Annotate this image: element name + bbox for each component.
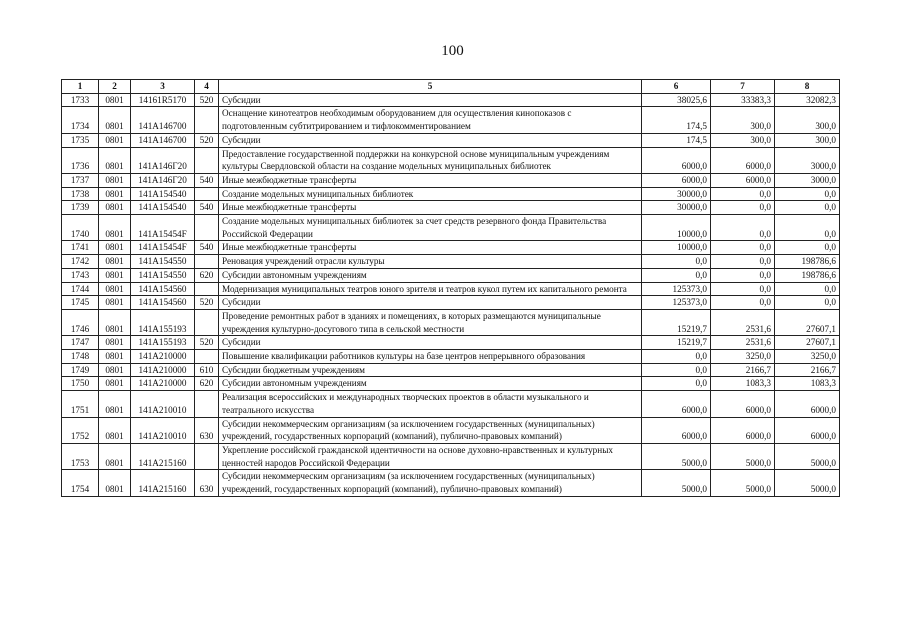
- table-row: [62, 296, 840, 310]
- target-code-cell: 141A146Г20: [131, 147, 195, 173]
- target-code-cell: 141A15454F: [131, 215, 195, 241]
- target-code-cell: 141A210010: [131, 391, 195, 417]
- target-code-cell: 141A210000: [131, 350, 195, 364]
- target-code-cell: 141A155193: [131, 309, 195, 335]
- amount-col6-cell: 0,0: [642, 363, 711, 377]
- item-name-cell: Предоставление государственной поддержки на конкурсной основе муниципальным учреждениям культуры Свердловской области на создание модельных муниципальных библиотек: [219, 147, 642, 173]
- amount-col8-cell: 198786,6: [775, 255, 840, 269]
- row-number-cell: 1750: [62, 377, 99, 391]
- section-code-cell: 0801: [99, 201, 131, 215]
- amount-col8-cell: 300,0: [775, 133, 840, 147]
- amount-col6-cell: 38025,6: [642, 93, 711, 107]
- amount-col8-cell: 0,0: [775, 241, 840, 255]
- amount-col7-cell: 6000,0: [711, 391, 775, 417]
- section-code-cell: 0801: [99, 417, 131, 443]
- item-name-cell: Проведение ремонтных работ в зданиях и помещениях, в которых размещаются муниципальные учреждения культурно-досугового типа в сельской местности: [219, 309, 642, 335]
- target-code-cell: 141A154540: [131, 187, 195, 201]
- amount-col8-cell: 3000,0: [775, 173, 840, 187]
- amount-col6-cell: 30000,0: [642, 201, 711, 215]
- table-row: [62, 173, 840, 187]
- target-code-cell: 141A210000: [131, 377, 195, 391]
- section-code-cell: 0801: [99, 296, 131, 310]
- row-number-cell: 1744: [62, 282, 99, 296]
- amount-col8-cell: 3000,0: [775, 147, 840, 173]
- row-number-cell: 1742: [62, 255, 99, 269]
- table-row: [62, 268, 840, 282]
- expense-type-cell: 620: [195, 377, 219, 391]
- section-code-cell: 0801: [99, 309, 131, 335]
- row-number-cell: 1734: [62, 107, 99, 133]
- amount-col8-cell: 5000,0: [775, 443, 840, 469]
- amount-col7-cell: 6000,0: [711, 173, 775, 187]
- item-name-cell: Модернизация муниципальных театров юного зрителя и театров кукол путем их капитального ремонта: [219, 282, 642, 296]
- amount-col6-cell: 15219,7: [642, 309, 711, 335]
- amount-col6-cell: 5000,0: [642, 443, 711, 469]
- target-code-cell: 141A146Г20: [131, 173, 195, 187]
- target-code-cell: 141A15454F: [131, 241, 195, 255]
- expense-type-cell: 620: [195, 268, 219, 282]
- table-row: [62, 417, 840, 443]
- table-row: [62, 215, 840, 241]
- amount-col8-cell: 0,0: [775, 282, 840, 296]
- target-code-cell: 141A154550: [131, 268, 195, 282]
- amount-col6-cell: 125373,0: [642, 296, 711, 310]
- section-code-cell: 0801: [99, 377, 131, 391]
- amount-col6-cell: 6000,0: [642, 417, 711, 443]
- target-code-cell: 141A146700: [131, 107, 195, 133]
- amount-col8-cell: 5000,0: [775, 470, 840, 496]
- row-number-cell: 1749: [62, 363, 99, 377]
- amount-col8-cell: 27607,1: [775, 309, 840, 335]
- table-row: [62, 391, 840, 417]
- amount-col7-cell: 1083,3: [711, 377, 775, 391]
- target-code-cell: 141A154550: [131, 255, 195, 269]
- amount-col6-cell: 15219,7: [642, 336, 711, 350]
- amount-col7-cell: 0,0: [711, 201, 775, 215]
- amount-col7-cell: 0,0: [711, 215, 775, 241]
- header-cell: 5: [219, 80, 642, 94]
- table-row: [62, 377, 840, 391]
- header-cell: 7: [711, 80, 775, 94]
- amount-col7-cell: 5000,0: [711, 470, 775, 496]
- amount-col6-cell: 6000,0: [642, 173, 711, 187]
- expense-type-cell: [195, 391, 219, 417]
- section-code-cell: 0801: [99, 336, 131, 350]
- amount-col8-cell: 32082,3: [775, 93, 840, 107]
- header-cell: 6: [642, 80, 711, 94]
- amount-col7-cell: 0,0: [711, 241, 775, 255]
- section-code-cell: 0801: [99, 443, 131, 469]
- table-row: [62, 187, 840, 201]
- row-number-cell: 1736: [62, 147, 99, 173]
- amount-col7-cell: 0,0: [711, 255, 775, 269]
- item-name-cell: Субсидии автономным учреждениям: [219, 377, 642, 391]
- target-code-cell: 141A215160: [131, 443, 195, 469]
- expense-type-cell: [195, 255, 219, 269]
- item-name-cell: Субсидии: [219, 93, 642, 107]
- amount-col7-cell: 0,0: [711, 268, 775, 282]
- table-header-row: [62, 80, 840, 94]
- expense-type-cell: 520: [195, 296, 219, 310]
- item-name-cell: Субсидии: [219, 133, 642, 147]
- table-row: [62, 336, 840, 350]
- amount-col6-cell: 174,5: [642, 107, 711, 133]
- amount-col6-cell: 5000,0: [642, 470, 711, 496]
- expense-type-cell: 610: [195, 363, 219, 377]
- amount-col8-cell: 6000,0: [775, 417, 840, 443]
- table-row: [62, 133, 840, 147]
- expense-type-cell: [195, 107, 219, 133]
- row-number-cell: 1735: [62, 133, 99, 147]
- amount-col7-cell: 0,0: [711, 187, 775, 201]
- row-number-cell: 1754: [62, 470, 99, 496]
- row-number-cell: 1747: [62, 336, 99, 350]
- amount-col6-cell: 30000,0: [642, 187, 711, 201]
- amount-col6-cell: 10000,0: [642, 241, 711, 255]
- target-code-cell: 141A155193: [131, 336, 195, 350]
- row-number-cell: 1753: [62, 443, 99, 469]
- row-number-cell: 1748: [62, 350, 99, 364]
- page-number: 100: [441, 43, 464, 59]
- item-name-cell: Субсидии бюджетным учреждениям: [219, 363, 642, 377]
- item-name-cell: Реализация всероссийских и международных творческих проектов в области музыкального и театрального искусства: [219, 391, 642, 417]
- item-name-cell: Иные межбюджетные трансферты: [219, 241, 642, 255]
- target-code-cell: 141A210010: [131, 417, 195, 443]
- expense-type-cell: [195, 350, 219, 364]
- table-row: [62, 443, 840, 469]
- item-name-cell: Реновация учреждений отрасли культуры: [219, 255, 642, 269]
- table-row: [62, 309, 840, 335]
- row-number-cell: 1739: [62, 201, 99, 215]
- section-code-cell: 0801: [99, 255, 131, 269]
- amount-col7-cell: 5000,0: [711, 443, 775, 469]
- row-number-cell: 1743: [62, 268, 99, 282]
- table-row: [62, 255, 840, 269]
- row-number-cell: 1741: [62, 241, 99, 255]
- item-name-cell: Создание модельных муниципальных библиотек за счет средств резервного фонда Правительства Российской Федерации: [219, 215, 642, 241]
- target-code-cell: 141A210000: [131, 363, 195, 377]
- item-name-cell: Субсидии: [219, 336, 642, 350]
- amount-col8-cell: 3250,0: [775, 350, 840, 364]
- row-number-cell: 1746: [62, 309, 99, 335]
- table-row: [62, 147, 840, 173]
- header-cell: 3: [131, 80, 195, 94]
- section-code-cell: 0801: [99, 363, 131, 377]
- item-name-cell: Иные межбюджетные трансферты: [219, 201, 642, 215]
- table-row: [62, 241, 840, 255]
- amount-col6-cell: 0,0: [642, 377, 711, 391]
- expense-type-cell: [195, 187, 219, 201]
- expense-type-cell: 540: [195, 173, 219, 187]
- section-code-cell: 0801: [99, 173, 131, 187]
- amount-col7-cell: 3250,0: [711, 350, 775, 364]
- amount-col6-cell: 0,0: [642, 268, 711, 282]
- target-code-cell: 14161R5170: [131, 93, 195, 107]
- amount-col6-cell: 125373,0: [642, 282, 711, 296]
- table-row: [62, 470, 840, 496]
- section-code-cell: 0801: [99, 350, 131, 364]
- section-code-cell: 0801: [99, 241, 131, 255]
- header-cell: 1: [62, 80, 99, 94]
- amount-col6-cell: 6000,0: [642, 147, 711, 173]
- amount-col8-cell: 0,0: [775, 187, 840, 201]
- section-code-cell: 0801: [99, 107, 131, 133]
- amount-col8-cell: 198786,6: [775, 268, 840, 282]
- section-code-cell: 0801: [99, 147, 131, 173]
- row-number-cell: 1751: [62, 391, 99, 417]
- amount-col7-cell: 2531,6: [711, 336, 775, 350]
- target-code-cell: 141A154540: [131, 201, 195, 215]
- amount-col6-cell: 174,5: [642, 133, 711, 147]
- section-code-cell: 0801: [99, 215, 131, 241]
- item-name-cell: Субсидии некоммерческим организациям (за исключением государственных (муниципальных) учреждений, государственных корпораций (компаний), публично-правовых компаний): [219, 470, 642, 496]
- expense-type-cell: 520: [195, 93, 219, 107]
- item-name-cell: Укрепление российской гражданской идентичности на основе духовно-нравственных и культурных ценностей народов Российской Федерации: [219, 443, 642, 469]
- row-number-cell: 1752: [62, 417, 99, 443]
- item-name-cell: Субсидии: [219, 296, 642, 310]
- amount-col7-cell: 6000,0: [711, 147, 775, 173]
- row-number-cell: 1733: [62, 93, 99, 107]
- amount-col7-cell: 300,0: [711, 107, 775, 133]
- budget-table: [61, 79, 840, 497]
- expense-type-cell: 520: [195, 133, 219, 147]
- amount-col6-cell: 6000,0: [642, 391, 711, 417]
- amount-col8-cell: 1083,3: [775, 377, 840, 391]
- target-code-cell: 141A154560: [131, 296, 195, 310]
- row-number-cell: 1740: [62, 215, 99, 241]
- amount-col8-cell: 0,0: [775, 296, 840, 310]
- amount-col7-cell: 0,0: [711, 296, 775, 310]
- section-code-cell: 0801: [99, 187, 131, 201]
- section-code-cell: 0801: [99, 93, 131, 107]
- table-row: [62, 350, 840, 364]
- amount-col7-cell: 300,0: [711, 133, 775, 147]
- amount-col8-cell: 0,0: [775, 215, 840, 241]
- amount-col8-cell: 0,0: [775, 201, 840, 215]
- table-row: [62, 201, 840, 215]
- target-code-cell: 141A215160: [131, 470, 195, 496]
- amount-col8-cell: 2166,7: [775, 363, 840, 377]
- amount-col7-cell: 2166,7: [711, 363, 775, 377]
- item-name-cell: Оснащение кинотеатров необходимым оборудованием для осуществления кинопоказов с подготовленным субтитрированием и тифлокомментированием: [219, 107, 642, 133]
- target-code-cell: 141A154560: [131, 282, 195, 296]
- section-code-cell: 0801: [99, 470, 131, 496]
- table-row: [62, 93, 840, 107]
- row-number-cell: 1738: [62, 187, 99, 201]
- row-number-cell: 1737: [62, 173, 99, 187]
- expense-type-cell: 520: [195, 336, 219, 350]
- expense-type-cell: [195, 309, 219, 335]
- item-name-cell: Субсидии некоммерческим организациям (за исключением государственных (муниципальных) учреждений, государственных корпораций (компаний), публично-правовых компаний): [219, 417, 642, 443]
- item-name-cell: Повышение квалификации работников культуры на базе центров непрерывного образования: [219, 350, 642, 364]
- table-row: [62, 107, 840, 133]
- table-row: [62, 282, 840, 296]
- expense-type-cell: 540: [195, 241, 219, 255]
- expense-type-cell: [195, 215, 219, 241]
- header-cell: 4: [195, 80, 219, 94]
- amount-col6-cell: 10000,0: [642, 215, 711, 241]
- target-code-cell: 141A146700: [131, 133, 195, 147]
- amount-col7-cell: 2531,6: [711, 309, 775, 335]
- item-name-cell: Иные межбюджетные трансферты: [219, 173, 642, 187]
- expense-type-cell: [195, 147, 219, 173]
- amount-col6-cell: 0,0: [642, 255, 711, 269]
- expense-type-cell: 630: [195, 470, 219, 496]
- expense-type-cell: [195, 282, 219, 296]
- amount-col8-cell: 300,0: [775, 107, 840, 133]
- expense-type-cell: [195, 443, 219, 469]
- expense-type-cell: 630: [195, 417, 219, 443]
- section-code-cell: 0801: [99, 268, 131, 282]
- row-number-cell: 1745: [62, 296, 99, 310]
- item-name-cell: Создание модельных муниципальных библиотек: [219, 187, 642, 201]
- amount-col8-cell: 27607,1: [775, 336, 840, 350]
- table-row: [62, 363, 840, 377]
- amount-col7-cell: 33383,3: [711, 93, 775, 107]
- expense-type-cell: 540: [195, 201, 219, 215]
- header-cell: 2: [99, 80, 131, 94]
- amount-col6-cell: 0,0: [642, 350, 711, 364]
- section-code-cell: 0801: [99, 282, 131, 296]
- amount-col7-cell: 0,0: [711, 282, 775, 296]
- section-code-cell: 0801: [99, 391, 131, 417]
- header-cell: 8: [775, 80, 840, 94]
- amount-col7-cell: 6000,0: [711, 417, 775, 443]
- amount-col8-cell: 6000,0: [775, 391, 840, 417]
- section-code-cell: 0801: [99, 133, 131, 147]
- item-name-cell: Субсидии автономным учреждениям: [219, 268, 642, 282]
